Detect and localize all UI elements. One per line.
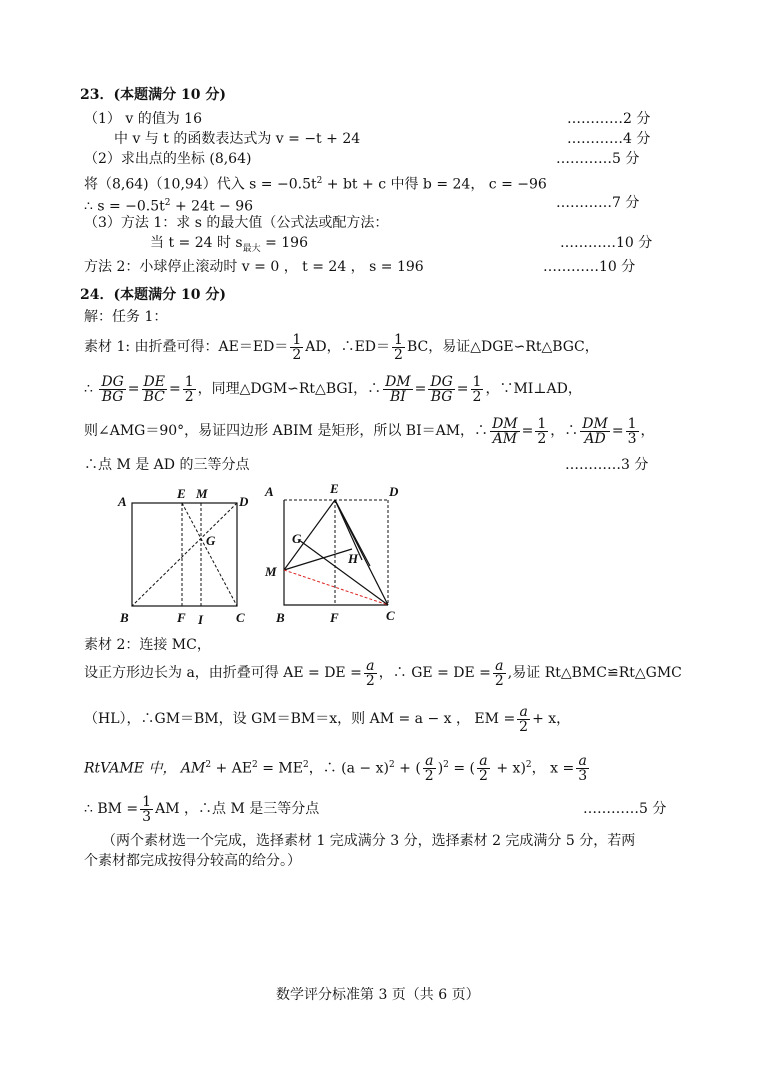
q23-line7-sub: 最大 <box>242 243 261 254</box>
label-b: B <box>276 610 285 625</box>
q24-material1-line <box>84 330 599 364</box>
q24-material2: 素材 2：连接 MC， <box>84 637 211 653</box>
fraction-dm-ad: $\frac{DM}{AD}$ <box>582 415 608 447</box>
line-ec <box>182 503 237 606</box>
q24-m2-line2 <box>84 702 570 736</box>
label-b: B <box>120 610 129 625</box>
q24-intro: 解：任务 1： <box>84 309 168 325</box>
figure-2 <box>262 478 412 628</box>
label-h: H <box>348 551 359 566</box>
figure-1 <box>110 482 260 630</box>
pyth-text-c: = ME <box>257 760 303 777</box>
pyth-text-b: + AE <box>211 760 253 777</box>
q23-line7-a: 当 t = 24 时 s <box>150 235 243 251</box>
fraction-a-3: $\frac{a}{3}$ <box>578 753 588 785</box>
q23-score1: …………2 分 <box>567 111 651 127</box>
q23-line1: （1） v 的值为 16 <box>84 111 202 127</box>
rect-text-c: ， <box>640 423 655 439</box>
fraction-one-half: $\frac{1}{2}$ <box>472 373 482 405</box>
page-footer: 数学评分标准第 3 页（共 6 页） <box>276 987 480 1003</box>
q24-m2-line4 <box>84 792 319 826</box>
bm-text-a: ∴ BM = <box>84 801 139 817</box>
q24-title: 24．(本题满分 10 分) <box>80 287 226 303</box>
q23-line5: ∴ $s = -0.5t^2 + 24t - 96$ <box>84 198 254 215</box>
q23-score7: …………10 分 <box>560 235 653 251</box>
fraction-dg-bg: $\frac{DG}{BG}$ <box>101 373 124 405</box>
fraction-one-third: $\frac{1}{3}$ <box>142 793 152 825</box>
q23-line3: （2）求出点的坐标 (8,64) <box>84 151 252 167</box>
label-m: M <box>196 486 208 501</box>
fraction-a-2: $\frac{a}{2}$ <box>365 657 375 689</box>
label-i: I <box>198 612 204 627</box>
m2-text-c: ,易证 Rt△BMC≌Rt△GMC <box>507 665 682 681</box>
pyth-text-d: ，∴ (a − x) <box>308 760 389 777</box>
q24-score2: …………5 分 <box>583 801 667 817</box>
line-mh <box>284 549 352 570</box>
label-f: F <box>330 610 339 625</box>
rect-text-b: ，∴ <box>550 423 579 439</box>
fraction-a-2: $\frac{a}{2}$ <box>494 657 504 689</box>
q23-title: 23．(本题满分 10 分) <box>80 87 226 103</box>
fraction-one-third: $\frac{1}{3}$ <box>627 415 637 447</box>
fraction-dm-am: $\frac{DM}{AM}$ <box>492 415 518 447</box>
q24-m2-line1 <box>84 656 682 690</box>
label-e: E <box>330 481 339 496</box>
label-g: G <box>206 533 216 548</box>
fraction-dg-bg-2: $\frac{DG}{BG}$ <box>430 373 453 405</box>
m2-text-b: ，∴ GE = DE = <box>378 665 491 681</box>
q24-conclusion1: ∴点 M 是 AD 的三等分点 <box>84 457 250 473</box>
q24-score1: …………3 分 <box>565 457 649 473</box>
fraction-one-half: $\frac{1}{2}$ <box>292 331 302 363</box>
label-a: A <box>265 484 274 499</box>
q23-line5-a: ∴ s = −0.5t <box>84 198 165 215</box>
q23-score5: …………7 分 <box>556 195 640 211</box>
pyth-text-a: RtVAME 中， AM <box>84 760 206 777</box>
q24-note-line2: 个素材都完成按得分较高的给分。） <box>84 853 301 869</box>
label-m: M <box>265 564 277 579</box>
q23-line7-b: = 196 <box>260 235 308 251</box>
diagonal-db <box>132 503 237 606</box>
fraction-one-half: $\frac{1}{2}$ <box>184 373 194 405</box>
label-f: F <box>177 610 186 625</box>
pyth-text-i: ， x = <box>531 760 575 777</box>
label-d: D <box>389 484 399 499</box>
m1-text-c: BC，易证△DGE∽Rt△BGC， <box>406 339 599 355</box>
ratio-text-b: ，同理△DGM∽Rt△BGI，∴ <box>197 381 382 397</box>
q23-line6: （3）方法 1：求 s 的最大值（公式法或配方法： <box>84 215 389 231</box>
fraction-a-2: $\frac{a}{2}$ <box>519 703 529 735</box>
fraction-a-2: $\frac{a}{2}$ <box>424 753 434 785</box>
label-c: C <box>236 610 245 625</box>
fraction-one-half: $\frac{1}{2}$ <box>537 415 547 447</box>
q23-score2: …………4 分 <box>567 131 651 147</box>
m1-text-b: AD，∴ED＝ <box>305 339 391 355</box>
label-c: C <box>386 608 395 623</box>
q24-rect-line: 则∠AMG＝90°，易证四边形 ABIM 是矩形，所以 BI＝AM，∴ $\frac{DM}{AM}$ = $\frac{1}{2}$ ，∴ $\frac{DM}{AD}$ = $\frac{1}{3}$ ， <box>84 415 655 447</box>
q23-line4-b: + bt + c 中得 b = 24， c = −96 <box>322 176 547 193</box>
q23-line4-a: 将（8,64)（10,94）代入 s = −0.5t <box>84 176 317 193</box>
therefore-symbol: ∴ <box>84 381 93 397</box>
pyth-text-f: ) <box>437 760 444 777</box>
q23-score3: …………5 分 <box>556 151 640 167</box>
q23-line4: 将（8,64)（10,94）代入 $s = -0.5t^2$ + bt + c 中得 b = 24， c = −96 <box>84 176 547 193</box>
q24-ratio-line: ∴ $\frac{DG}{BG}$ = $\frac{DE}{BC}$ = $\frac{1}{2}$ ，同理△DGM∽Rt△BGI，∴ $\frac{DM}{BI}$ = $\frac{DG}{BG}$ = $\frac{1}{2}$ ，∵MI⊥AD， <box>84 373 582 405</box>
q23-line7 <box>150 234 308 258</box>
q23-line5-b: + 24t − 96 <box>170 198 254 215</box>
q23-line2: 中 v 与 t 的函数表达式为 v = −t + 24 <box>114 131 361 147</box>
fraction-dm-bi: $\frac{DM}{BI}$ <box>385 373 411 405</box>
fraction-one-half: $\frac{1}{2}$ <box>394 331 403 363</box>
label-d: D <box>239 494 249 509</box>
fraction-a-2: $\frac{a}{2}$ <box>479 753 488 785</box>
square-sides-ab-bc <box>284 500 388 605</box>
label-e: E <box>177 486 186 501</box>
q23-score8: …………10 分 <box>543 259 636 275</box>
pyth-text-g: = ( <box>448 760 475 777</box>
pyth-text-e: + ( <box>394 760 421 777</box>
label-g: G <box>292 531 302 546</box>
ratio-text-c: ，∵MI⊥AD， <box>485 381 582 397</box>
q24-m2-line3: RtVAME 中， $AM^2 + AE^2 = ME^2$，∴ $(a - x)^2$ + ( $\frac{a}{2}$ )$^2$ = ( $\frac{a}{2}$ + x)$^2$， x = $\frac{a}{3}$ <box>84 753 588 785</box>
m1-text-a: 素材 1: 由折叠可得：AE＝ED＝ <box>84 339 289 355</box>
pyth-text-h: + x) <box>491 760 526 777</box>
q23-line8: 方法 2：小球停止滚动时 v = 0 ， t = 24 ， s = 196 <box>84 259 424 275</box>
m2-hl-text: （HL），∴GM＝BM，设 GM＝BM＝x，则 AM = a − x ， EM = <box>84 711 516 727</box>
q24-note-line1: （两个素材选一个完成，选择素材 1 完成满分 3 分，选择素材 2 完成满分 5 分，若两 <box>102 833 636 849</box>
fraction-de-bc: $\frac{DE}{BC}$ <box>143 373 165 405</box>
line-gc <box>299 540 388 605</box>
rect-text-a: 则∠AMG＝90°，易证四边形 ABIM 是矩形，所以 BI＝AM，∴ <box>84 423 489 439</box>
label-a: A <box>118 494 127 509</box>
m2-text-a: 设正方形边长为 a，由折叠可得 AE = DE = <box>84 665 362 681</box>
bm-text-b: AM ，∴点 M 是三等分点 <box>155 801 320 817</box>
m2-hl-text-b: + x， <box>532 711 571 727</box>
